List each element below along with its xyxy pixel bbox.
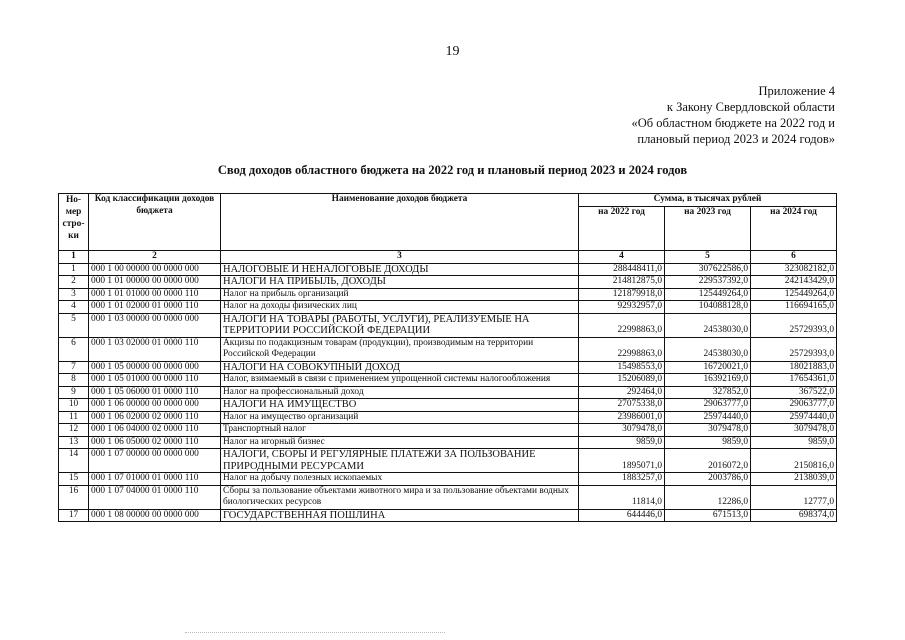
row-number-cell: 17 [59, 509, 89, 522]
appendix-line: плановый период 2023 и 2024 годов» [637, 132, 835, 146]
sum-2024-cell: 17654361,0 [751, 374, 837, 387]
sum-2024-cell: 25729393,0 [751, 337, 837, 361]
sum-2024-cell: 2150816,0 [751, 449, 837, 473]
code-cell: 000 1 08 00000 00 0000 000 [89, 509, 221, 522]
header-code: Код классификации доходов бюджета [89, 194, 221, 251]
appendix-note [631, 83, 835, 147]
sum-2024-cell: 367522,0 [751, 386, 837, 399]
column-index: 6 [751, 251, 837, 264]
sum-2024-cell: 116694165,0 [751, 301, 837, 314]
sum-2023-cell: 671513,0 [665, 509, 751, 522]
name-cell: Сборы за пользование объектами животного мира и за пользование объектами водных биологических ресурсов [221, 485, 579, 509]
code-cell: 000 1 06 00000 00 0000 000 [89, 399, 221, 412]
sum-2022-cell: 3079478,0 [579, 424, 665, 437]
header-row-number: Но-мер стро-ки [59, 194, 89, 251]
row-number-cell: 9 [59, 386, 89, 399]
row-number-cell: 12 [59, 424, 89, 437]
sum-2023-cell: 29063777,0 [665, 399, 751, 412]
column-index: 3 [221, 251, 579, 264]
sum-2022-cell: 1883257,0 [579, 473, 665, 486]
code-cell: 000 1 05 00000 00 0000 000 [89, 361, 221, 374]
name-cell: Налог на профессиональный доход [221, 386, 579, 399]
row-number-cell: 5 [59, 313, 89, 337]
sum-2023-cell: 2016072,0 [665, 449, 751, 473]
appendix-line: к Закону Свердловской области [666, 100, 835, 114]
sum-2024-cell: 18021883,0 [751, 361, 837, 374]
table-row [59, 473, 837, 486]
code-cell: 000 1 07 00000 00 0000 000 [89, 449, 221, 473]
sum-2023-cell: 2003786,0 [665, 473, 751, 486]
header-year-2024: на 2024 год [751, 207, 837, 251]
code-cell: 000 1 00 00000 00 0000 000 [89, 263, 221, 276]
code-cell: 000 1 07 01000 01 0000 110 [89, 473, 221, 486]
table-row [59, 411, 837, 424]
row-number-cell: 1 [59, 263, 89, 276]
sum-2024-cell: 2138039,0 [751, 473, 837, 486]
sum-2022-cell: 22998863,0 [579, 313, 665, 337]
sum-2022-cell: 92932957,0 [579, 301, 665, 314]
code-cell: 000 1 01 00000 00 0000 000 [89, 276, 221, 289]
row-number-cell: 3 [59, 288, 89, 301]
document-title: Свод доходов областного бюджета на 2022 год и плановый период 2023 и 2024 годов [217, 163, 688, 177]
table-row [59, 263, 837, 276]
sum-2022-cell: 292464,0 [579, 386, 665, 399]
sum-2023-cell: 25974440,0 [665, 411, 751, 424]
table-row [59, 374, 837, 387]
name-cell: Налог на имущество организаций [221, 411, 579, 424]
name-cell: Акцизы по подакцизным товарам (продукции), производимым на территории Российской Федерации [221, 337, 579, 361]
table-row [59, 509, 837, 522]
sum-2023-cell: 24538030,0 [665, 313, 751, 337]
row-number-cell: 2 [59, 276, 89, 289]
column-index: 5 [665, 251, 751, 264]
name-cell: Налог на добычу полезных ископаемых [221, 473, 579, 486]
sum-2022-cell: 644446,0 [579, 509, 665, 522]
name-cell: НАЛОГИ НА СОВОКУПНЫЙ ДОХОД [221, 361, 579, 374]
row-number-cell: 16 [59, 485, 89, 509]
table-row [59, 449, 837, 473]
row-number-cell: 10 [59, 399, 89, 412]
name-cell: Налог на прибыль организаций [221, 288, 579, 301]
name-cell: НАЛОГИ НА ТОВАРЫ (РАБОТЫ, УСЛУГИ), РЕАЛИЗУЕМЫЕ НА ТЕРРИТОРИИ РОССИЙСКОЙ ФЕДЕРАЦИИ [221, 313, 579, 337]
sum-2023-cell: 12286,0 [665, 485, 751, 509]
table-row [59, 361, 837, 374]
column-index: 2 [89, 251, 221, 264]
code-cell: 000 1 03 00000 00 0000 000 [89, 313, 221, 337]
name-cell: НАЛОГИ, СБОРЫ И РЕГУЛЯРНЫЕ ПЛАТЕЖИ ЗА ПОЛЬЗОВАНИЕ ПРИРОДНЫМИ РЕСУРСАМИ [221, 449, 579, 473]
code-cell: 000 1 06 04000 02 0000 110 [89, 424, 221, 437]
table-row [59, 399, 837, 412]
name-cell: ГОСУДАРСТВЕННАЯ ПОШЛИНА [221, 509, 579, 522]
sum-2023-cell: 16720021,0 [665, 361, 751, 374]
row-number-cell: 4 [59, 301, 89, 314]
name-cell: НАЛОГОВЫЕ И НЕНАЛОГОВЫЕ ДОХОДЫ [221, 263, 579, 276]
header-year-2022: на 2022 год [579, 207, 665, 251]
table-row [59, 337, 837, 361]
sum-2024-cell: 323082182,0 [751, 263, 837, 276]
code-cell: 000 1 06 02000 02 0000 110 [89, 411, 221, 424]
code-cell: 000 1 06 05000 02 0000 110 [89, 436, 221, 449]
row-number-cell: 13 [59, 436, 89, 449]
sum-2023-cell: 307622586,0 [665, 263, 751, 276]
bottom-scan-mark [185, 632, 445, 635]
name-cell: Налог на игорный бизнес [221, 436, 579, 449]
sum-2022-cell: 288448411,0 [579, 263, 665, 276]
table-row [59, 313, 837, 337]
header-year-2023: на 2023 год [665, 207, 751, 251]
sum-2024-cell: 242143429,0 [751, 276, 837, 289]
sum-2024-cell: 9859,0 [751, 436, 837, 449]
sum-2022-cell: 22998863,0 [579, 337, 665, 361]
sum-2023-cell: 3079478,0 [665, 424, 751, 437]
sum-2023-cell: 24538030,0 [665, 337, 751, 361]
appendix-line: Приложение 4 [758, 84, 835, 98]
header-name: Наименование доходов бюджета [221, 194, 579, 251]
sum-2022-cell: 11814,0 [579, 485, 665, 509]
header-sum: Сумма, в тысячах рублей [579, 194, 837, 207]
name-cell: Транспортный налог [221, 424, 579, 437]
table-row [59, 288, 837, 301]
sum-2023-cell: 125449264,0 [665, 288, 751, 301]
name-cell: НАЛОГИ НА ПРИБЫЛЬ, ДОХОДЫ [221, 276, 579, 289]
row-number-cell: 6 [59, 337, 89, 361]
row-number-cell: 14 [59, 449, 89, 473]
sum-2023-cell: 327852,0 [665, 386, 751, 399]
sum-2022-cell: 15206089,0 [579, 374, 665, 387]
table-row [59, 424, 837, 437]
name-cell: Налог на доходы физических лиц [221, 301, 579, 314]
revenue-table [58, 193, 837, 522]
sum-2024-cell: 3079478,0 [751, 424, 837, 437]
sum-2023-cell: 9859,0 [665, 436, 751, 449]
page-number: 19 [445, 44, 460, 59]
name-cell: Налог, взимаемый в связи с применением упрощенной системы налогообложения [221, 374, 579, 387]
sum-2022-cell: 121879918,0 [579, 288, 665, 301]
code-cell: 000 1 01 01000 00 0000 110 [89, 288, 221, 301]
sum-2023-cell: 16392169,0 [665, 374, 751, 387]
code-cell: 000 1 05 01000 00 0000 110 [89, 374, 221, 387]
row-number-cell: 7 [59, 361, 89, 374]
name-cell: НАЛОГИ НА ИМУЩЕСТВО [221, 399, 579, 412]
sum-2024-cell: 25729393,0 [751, 313, 837, 337]
sum-2022-cell: 23986001,0 [579, 411, 665, 424]
sum-2024-cell: 29063777,0 [751, 399, 837, 412]
table-row [59, 276, 837, 289]
row-number-cell: 15 [59, 473, 89, 486]
sum-2023-cell: 104088128,0 [665, 301, 751, 314]
column-index: 1 [59, 251, 89, 264]
sum-2024-cell: 125449264,0 [751, 288, 837, 301]
sum-2024-cell: 698374,0 [751, 509, 837, 522]
table-row [59, 436, 837, 449]
code-cell: 000 1 03 02000 01 0000 110 [89, 337, 221, 361]
code-cell: 000 1 05 06000 01 0000 110 [89, 386, 221, 399]
sum-2022-cell: 15498553,0 [579, 361, 665, 374]
table-row [59, 485, 837, 509]
sum-2022-cell: 1895071,0 [579, 449, 665, 473]
code-cell: 000 1 01 02000 01 0000 110 [89, 301, 221, 314]
sum-2023-cell: 229537392,0 [665, 276, 751, 289]
sum-2024-cell: 25974440,0 [751, 411, 837, 424]
table-row [59, 386, 837, 399]
column-index: 4 [579, 251, 665, 264]
table-row [59, 301, 837, 314]
sum-2024-cell: 12777,0 [751, 485, 837, 509]
row-number-cell: 11 [59, 411, 89, 424]
sum-2022-cell: 9859,0 [579, 436, 665, 449]
appendix-line: «Об областном бюджете на 2022 год и [631, 116, 835, 130]
code-cell: 000 1 07 04000 01 0000 110 [89, 485, 221, 509]
sum-2022-cell: 214812875,0 [579, 276, 665, 289]
row-number-cell: 8 [59, 374, 89, 387]
sum-2022-cell: 27075338,0 [579, 399, 665, 412]
